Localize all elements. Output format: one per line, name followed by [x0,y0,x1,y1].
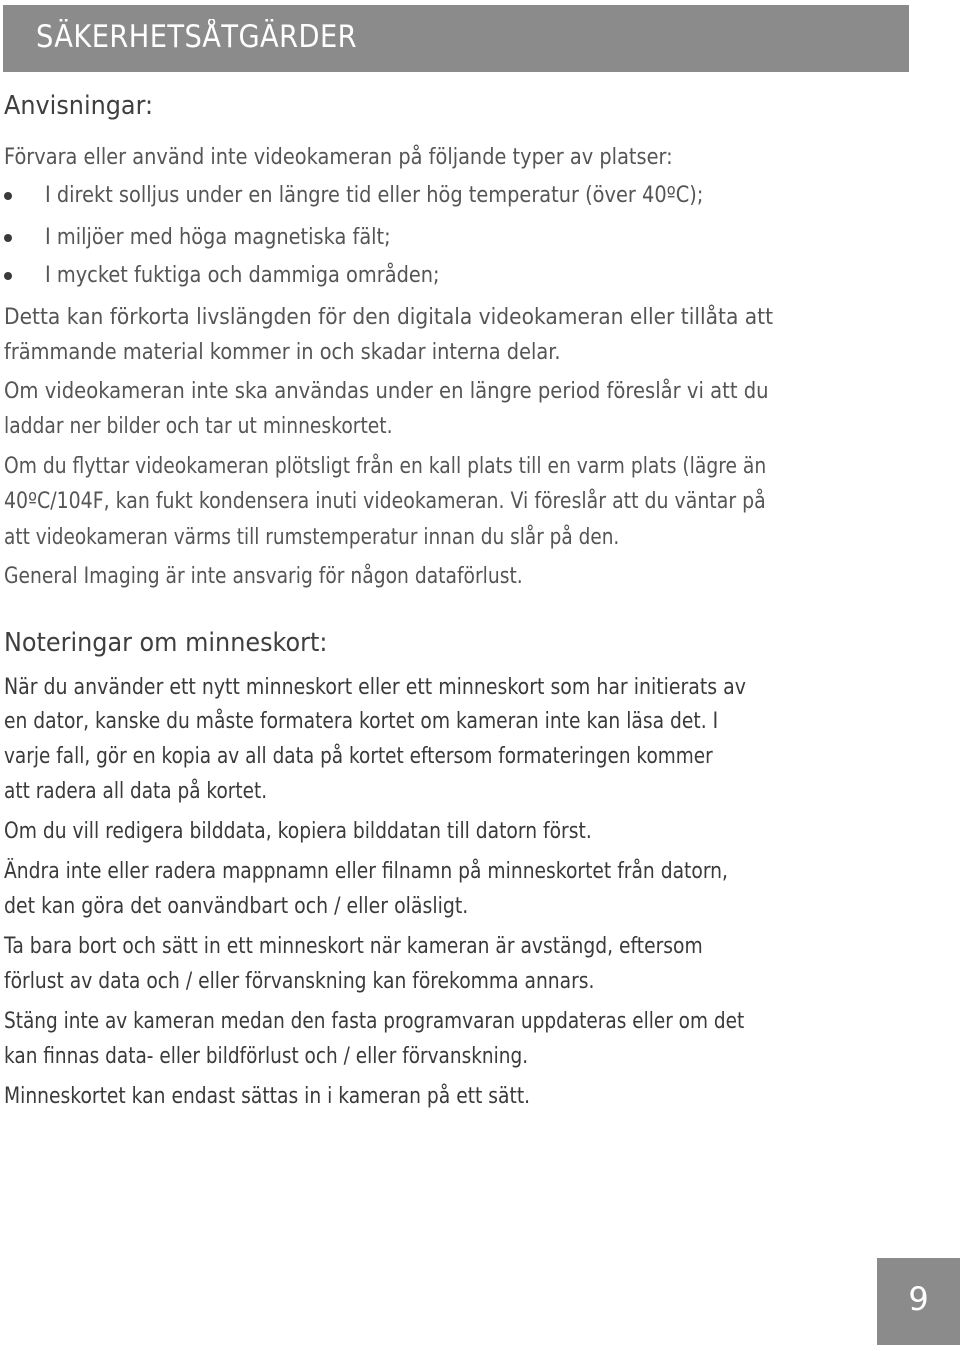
paragraph-line: främmande material kommer in och skadar interna delar. [4,340,561,365]
paragraph-line: en dator, kanske du måste formatera kortet om kameran inte kan läsa det. I [4,709,719,734]
paragraph-line: att radera all data på kortet. [4,779,268,804]
paragraph-line: Om du vill redigera bilddata, kopiera bilddatan till datorn först. [4,819,592,844]
paragraph-line: kan finnas data- eller bildförlust och / eller förvanskning. [4,1044,529,1069]
section-heading-anvisningar: Anvisningar: [4,91,154,121]
intro-text: Förvara eller använd inte videokameran på följande typer av platser: [4,145,673,170]
paragraph-line: varje fall, gör en kopia av all data på kortet eftersom formateringen kommer [4,744,713,769]
bullet-icon [4,272,12,280]
bullet-text: I miljöer med höga magnetiska fält; [45,225,391,250]
paragraph-line: Minneskortet kan endast sättas in i kameran på ett sätt. [4,1084,531,1109]
bullet-text: I direkt solljus under en längre tid eller hög temperatur (över 40ºC); [45,183,704,208]
paragraph-line: Ändra inte eller radera mappnamn eller filnamn på minneskortet från datorn, [4,859,728,884]
paragraph-line: att videokameran värms till rumstemperatur innan du slår på den. [4,525,620,550]
paragraph-line: Om videokameran inte ska användas under en längre period föreslår vi att du [4,379,769,404]
bullet-text: I mycket fuktiga och dammiga områden; [45,263,440,288]
paragraph-line: Ta bara bort och sätt in ett minneskort när kameran är avstängd, eftersom [4,934,703,959]
header-bar [3,5,909,72]
paragraph-line: det kan göra det oanvändbart och / eller oläsligt. [4,894,469,919]
page-title: SÄKERHETSÅTGÄRDER [36,19,358,55]
paragraph-line: förlust av data och / eller förvanskning kan förekomma annars. [4,969,595,994]
section-heading-minneskort: Noteringar om minneskort: [4,628,328,658]
bullet-icon [4,192,12,200]
paragraph-line: laddar ner bilder och tar ut minneskortet. [4,414,393,439]
paragraph-line: General Imaging är inte ansvarig för någon dataförlust. [4,564,523,589]
paragraph-line: Stäng inte av kameran medan den fasta programvaran uppdateras eller om det [4,1009,745,1034]
paragraph-line: Detta kan förkorta livslängden för den digitala videokameran eller tillåta att [4,305,774,330]
paragraph-line: 40ºC/104F, kan fukt kondensera inuti videokameran. Vi föreslår att du väntar på [4,489,766,514]
page-number-box [877,1258,960,1345]
bullet-icon [4,234,12,242]
page-number: 9 [908,1280,929,1318]
paragraph-line: När du använder ett nytt minneskort eller ett minneskort som har initierats av [4,675,746,700]
paragraph-line: Om du flyttar videokameran plötsligt från en kall plats till en varm plats (lägre än [4,454,767,479]
